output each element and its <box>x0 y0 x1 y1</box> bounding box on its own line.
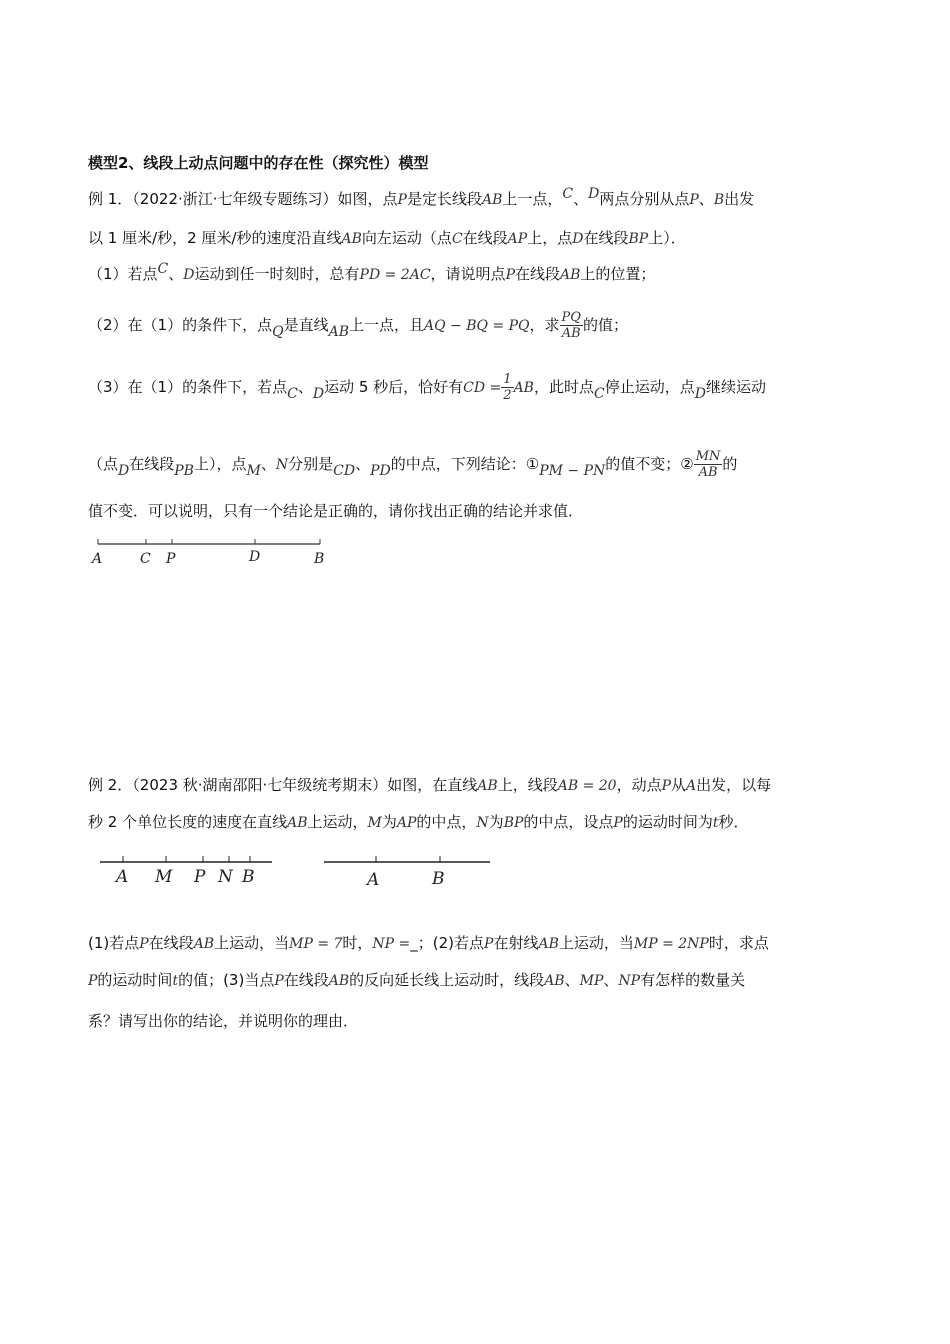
text: 上运动，当 <box>558 934 634 952</box>
point-label-a: A <box>367 870 380 890</box>
ex2-line-2 <box>88 810 749 835</box>
text: 是直线 <box>283 316 329 334</box>
point-label-d: D <box>249 549 261 565</box>
text: 上一点， <box>502 190 563 208</box>
text: 在射线 <box>493 934 539 952</box>
math: NP = <box>372 936 411 952</box>
text: 在线段 <box>129 455 175 473</box>
text: 时， <box>342 934 373 952</box>
text: 上的位置； <box>580 265 656 283</box>
text: 、 <box>297 378 313 396</box>
math: CD = <box>463 380 502 396</box>
text: 从 <box>671 776 687 794</box>
point-label-p: P <box>166 551 176 567</box>
point-label-a: A <box>116 867 129 887</box>
text: 停止运动，点 <box>604 378 695 396</box>
text: 运动 5 秒后，恰好有 <box>324 378 464 396</box>
text: 以 1 厘米/秒，2 厘米/秒的速度沿直线 <box>88 229 342 247</box>
math: NP <box>618 973 641 989</box>
text: （3）在（1）的条件下，若点 <box>88 378 288 396</box>
fraction-numerator: MN <box>695 449 721 464</box>
text: 上，点 <box>527 229 573 247</box>
text: 的中点，设点 <box>523 813 614 831</box>
text: 的 <box>722 455 738 473</box>
text: 在线段 <box>583 229 629 247</box>
section-title: 模型2、线段上动点问题中的存在性（探究性）模型 <box>88 154 429 172</box>
math: P <box>484 936 494 952</box>
ex1-line-7: 值不变．可以说明，只有一个结论是正确的，请你找出正确的结论并求值． <box>88 502 584 520</box>
math: P <box>139 936 149 952</box>
text: 在线段 <box>283 971 329 989</box>
text: 向左运动（点 <box>361 229 452 247</box>
text: 、 <box>355 455 371 473</box>
text: 上运动，当 <box>214 934 290 952</box>
math: AB <box>538 936 559 952</box>
ex2-line-3 <box>88 931 769 956</box>
math: D <box>183 267 195 283</box>
text: 两点分别从点 <box>599 190 690 208</box>
text: 出发 <box>724 190 755 208</box>
math: C <box>451 231 463 247</box>
text: 上运动， <box>307 813 368 831</box>
text: 、 <box>603 971 619 989</box>
math: AQ − BQ = PQ <box>424 318 530 334</box>
text: 、 <box>168 265 184 283</box>
point-label-p: P <box>194 867 206 887</box>
math: AB = 20 <box>557 778 617 794</box>
text: 在线段 <box>462 229 508 247</box>
math: C <box>287 386 298 402</box>
fraction-denominator: 2 <box>503 388 512 403</box>
math: P <box>88 973 98 989</box>
text: 的值不变；② <box>605 455 694 473</box>
math: C <box>593 386 605 402</box>
text: 、 <box>260 455 276 473</box>
text: 出发，以每 <box>696 776 772 794</box>
math: t <box>712 815 719 831</box>
text: _；(2)若点 <box>410 934 485 952</box>
math: D <box>572 231 584 247</box>
text: 继续运动 <box>705 378 766 396</box>
math: N <box>476 815 489 831</box>
math: AB <box>193 936 215 952</box>
math: P <box>397 192 407 208</box>
text: 、 <box>564 971 580 989</box>
text: ，动点 <box>616 776 662 794</box>
math: PM − PN <box>539 463 606 479</box>
text: 的运动时间为 <box>622 813 713 831</box>
math: D <box>588 186 600 202</box>
math: AB <box>328 973 350 989</box>
text: ，请说明点 <box>430 265 506 283</box>
math: MP = 7 <box>289 936 343 952</box>
math: D <box>118 463 130 479</box>
text: 的值； <box>582 316 628 334</box>
math: PD = 2AC <box>359 267 431 283</box>
text: 上一点，且 <box>349 316 425 334</box>
fraction-numerator: 1 <box>503 372 512 387</box>
text: 的运动时间 <box>97 971 173 989</box>
text: 、 <box>573 190 589 208</box>
point-label-m: M <box>155 867 173 887</box>
point-label-c: C <box>140 551 151 567</box>
math: AB <box>560 267 581 283</box>
math: D <box>694 386 706 402</box>
math: AB <box>544 973 565 989</box>
text: 的中点， <box>416 813 477 831</box>
text: 上），点 <box>193 455 247 473</box>
math: B <box>713 192 725 208</box>
math: C <box>157 261 169 277</box>
text: 是定长线段 <box>406 190 482 208</box>
text: （2）在（1）的条件下，点 <box>88 316 273 334</box>
math: PD <box>370 463 391 479</box>
text: ，此时点 <box>533 378 594 396</box>
text: 时，求点 <box>708 934 769 952</box>
math: D <box>312 386 325 402</box>
math: N <box>275 457 289 473</box>
math: PB <box>174 463 194 479</box>
ex2-line-4 <box>88 968 745 993</box>
text: 的值；(3)当点 <box>178 971 275 989</box>
point-label-a: A <box>92 551 103 567</box>
text: 、 <box>698 190 714 208</box>
math: MP <box>579 973 604 989</box>
math: BP <box>628 231 649 247</box>
math: BP <box>503 815 524 831</box>
text: 在线段 <box>148 934 194 952</box>
text: 的反向延长线上运动时，线段 <box>349 971 545 989</box>
math: AP <box>507 231 528 247</box>
math: P <box>613 815 623 831</box>
point-label-b: B <box>242 867 255 887</box>
math: AB <box>328 324 349 340</box>
text: 秒． <box>718 813 749 831</box>
text: 为 <box>381 813 397 831</box>
text: 上）． <box>648 229 686 247</box>
math: MP = 2NP <box>633 936 709 952</box>
math: A <box>686 778 697 794</box>
text: (1)若点 <box>88 934 140 952</box>
math: AB <box>287 815 308 831</box>
text: 秒 2 个单位长度的速度在直线 <box>88 813 288 831</box>
text: 例 2．（2023 秋·湖南邵阳·七年级统考期末）如图，在直线 <box>88 776 478 794</box>
math: M <box>367 815 382 831</box>
point-label-b: B <box>314 551 325 567</box>
math: P <box>689 192 699 208</box>
math: AB <box>341 231 362 247</box>
text: （1）若点 <box>88 265 158 283</box>
math: P <box>505 267 515 283</box>
math: AB <box>513 380 534 396</box>
math: t <box>172 973 179 989</box>
text: 上，线段 <box>497 776 558 794</box>
fraction-numerator: PQ <box>561 310 581 325</box>
point-label-b: B <box>432 869 445 889</box>
ex2-line-5: 系？请写出你的结论，并说明你的理由． <box>88 1012 359 1030</box>
ex2-line-1 <box>88 773 771 798</box>
math: M <box>246 463 261 479</box>
math: CD <box>333 463 356 479</box>
text: 例 1．（2022·浙江·七年级专题练习）如图，点 <box>88 190 398 208</box>
math: C <box>562 186 574 202</box>
text: 有怎样的数量关 <box>640 971 746 989</box>
point-label-n: N <box>218 867 233 887</box>
math: AB <box>477 778 498 794</box>
fraction-denominator: AB <box>561 326 581 341</box>
text: 为 <box>488 813 504 831</box>
text: ，求 <box>529 316 560 334</box>
fraction-denominator: AB <box>698 465 718 480</box>
math: AP <box>396 815 417 831</box>
math: P <box>274 973 284 989</box>
text: （点 <box>88 455 119 473</box>
text: 分别是 <box>288 455 334 473</box>
math: P <box>661 778 671 794</box>
text: 的中点，下列结论：① <box>390 455 540 473</box>
math: AB <box>481 192 503 208</box>
text: 在线段 <box>514 265 560 283</box>
text: 运动到任一时刻时，总有 <box>194 265 360 283</box>
math: Q <box>272 324 284 340</box>
